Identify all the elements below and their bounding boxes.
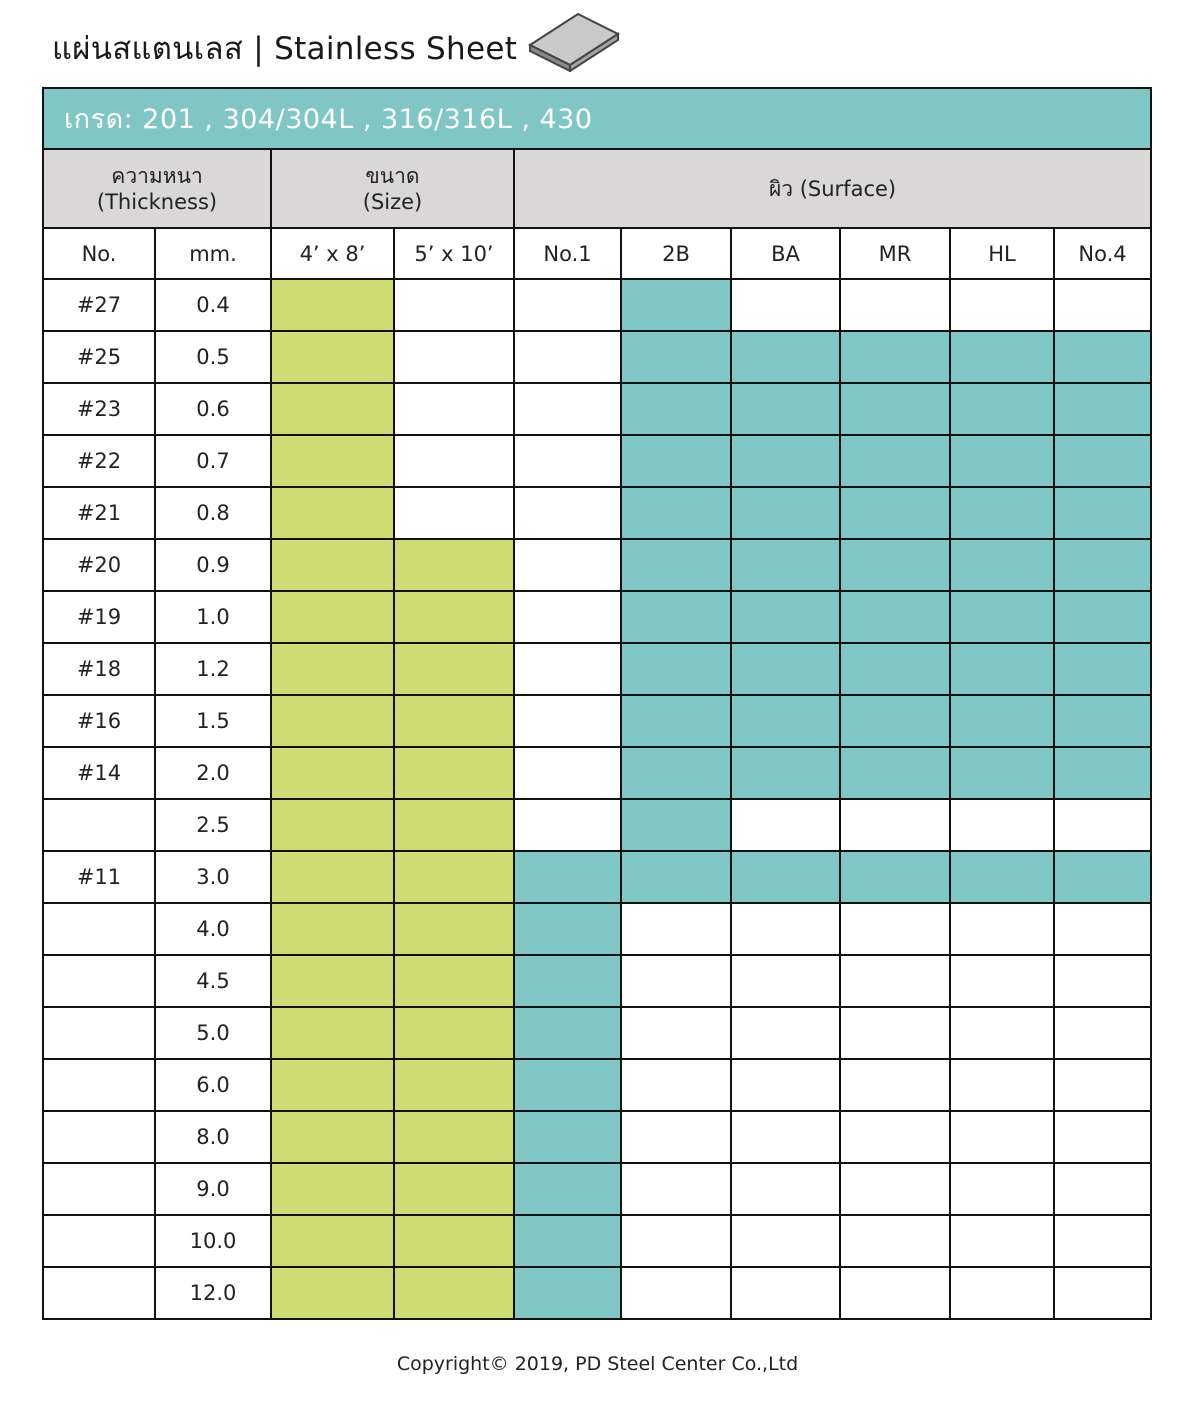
col-header-surface-no4: No.4 — [1054, 228, 1151, 279]
surface-hl-availability-cell — [950, 643, 1054, 695]
size-5x10-availability-cell — [394, 1215, 514, 1267]
surface-no1-availability-cell — [514, 383, 621, 435]
surface-mr-availability-cell — [840, 279, 950, 331]
table-row — [43, 851, 1151, 903]
thickness-mm-cell: 10.0 — [155, 1215, 271, 1267]
thickness-mm-cell: 4.0 — [155, 903, 271, 955]
col-header-mm: mm. — [155, 228, 271, 279]
surface-mr-availability-cell — [840, 331, 950, 383]
gauge-cell: #21 — [43, 487, 155, 539]
thickness-mm-cell: 0.7 — [155, 435, 271, 487]
size-5x10-availability-cell — [394, 643, 514, 695]
size-4x8-availability-cell — [271, 747, 394, 799]
size-5x10-availability-cell — [394, 851, 514, 903]
table-row — [43, 903, 1151, 955]
thickness-mm-cell: 6.0 — [155, 1059, 271, 1111]
surface-no1-availability-cell — [514, 279, 621, 331]
gauge-cell: #19 — [43, 591, 155, 643]
thickness-mm-cell: 1.0 — [155, 591, 271, 643]
surface-ba-availability-cell — [731, 1007, 840, 1059]
surface-hl-availability-cell — [950, 591, 1054, 643]
table-row — [43, 1215, 1151, 1267]
surface-2b-availability-cell — [621, 799, 731, 851]
size-5x10-availability-cell — [394, 1163, 514, 1215]
surface-2b-availability-cell — [621, 1163, 731, 1215]
surface-2b-availability-cell — [621, 851, 731, 903]
size-header — [271, 149, 514, 228]
surface-mr-availability-cell — [840, 955, 950, 1007]
surface-mr-availability-cell — [840, 643, 950, 695]
thickness-mm-cell: 12.0 — [155, 1267, 271, 1319]
gauge-cell — [43, 1059, 155, 1111]
col-header-surface-ba: BA — [731, 228, 840, 279]
table-row — [43, 1111, 1151, 1163]
surface-ba-availability-cell — [731, 383, 840, 435]
table-row — [43, 695, 1151, 747]
col-header-surface-hl: HL — [950, 228, 1054, 279]
surface-2b-availability-cell — [621, 539, 731, 591]
surface-hl-availability-cell — [950, 279, 1054, 331]
size-5x10-availability-cell — [394, 539, 514, 591]
size-4x8-availability-cell — [271, 1267, 394, 1319]
surface-hl-availability-cell — [950, 799, 1054, 851]
surface-mr-availability-cell — [840, 1059, 950, 1111]
surface-hl-availability-cell — [950, 1007, 1054, 1059]
thickness-mm-cell: 0.4 — [155, 279, 271, 331]
size-4x8-availability-cell — [271, 279, 394, 331]
size-header-th: ขนาด — [365, 163, 420, 188]
gauge-cell — [43, 1267, 155, 1319]
table-row — [43, 747, 1151, 799]
thickness-mm-cell: 8.0 — [155, 1111, 271, 1163]
col-header-surface-mr: MR — [840, 228, 950, 279]
surface-mr-availability-cell — [840, 383, 950, 435]
surface-no1-availability-cell — [514, 695, 621, 747]
size-4x8-availability-cell — [271, 1111, 394, 1163]
size-4x8-availability-cell — [271, 1007, 394, 1059]
surface-no4-availability-cell — [1054, 747, 1151, 799]
surface-no1-availability-cell — [514, 1267, 621, 1319]
surface-no4-availability-cell — [1054, 1267, 1151, 1319]
size-4x8-availability-cell — [271, 539, 394, 591]
gauge-cell — [43, 1163, 155, 1215]
surface-ba-availability-cell — [731, 435, 840, 487]
surface-no1-availability-cell — [514, 1215, 621, 1267]
table-row — [43, 1059, 1151, 1111]
thickness-mm-cell: 0.5 — [155, 331, 271, 383]
surface-ba-availability-cell — [731, 1059, 840, 1111]
surface-2b-availability-cell — [621, 1267, 731, 1319]
size-4x8-availability-cell — [271, 1163, 394, 1215]
size-4x8-availability-cell — [271, 799, 394, 851]
surface-hl-availability-cell — [950, 1059, 1054, 1111]
size-5x10-availability-cell — [394, 799, 514, 851]
surface-no1-availability-cell — [514, 1163, 621, 1215]
surface-no1-availability-cell — [514, 851, 621, 903]
gauge-cell: #20 — [43, 539, 155, 591]
surface-no4-availability-cell — [1054, 1163, 1151, 1215]
grade-banner: เกรด: 201 , 304/304L , 316/316L , 430 — [43, 88, 1151, 149]
surface-mr-availability-cell — [840, 1215, 950, 1267]
surface-no1-availability-cell — [514, 955, 621, 1007]
surface-ba-availability-cell — [731, 799, 840, 851]
size-4x8-availability-cell — [271, 331, 394, 383]
surface-mr-availability-cell — [840, 1007, 950, 1059]
surface-no4-availability-cell — [1054, 1007, 1151, 1059]
surface-ba-availability-cell — [731, 643, 840, 695]
surface-ba-availability-cell — [731, 903, 840, 955]
table-row — [43, 435, 1151, 487]
surface-mr-availability-cell — [840, 1163, 950, 1215]
metal-sheet-icon — [526, 10, 622, 72]
surface-mr-availability-cell — [840, 539, 950, 591]
size-header-en: (Size) — [362, 189, 423, 214]
surface-hl-availability-cell — [950, 331, 1054, 383]
surface-no1-availability-cell — [514, 799, 621, 851]
surface-no1-availability-cell — [514, 747, 621, 799]
surface-mr-availability-cell — [840, 591, 950, 643]
surface-2b-availability-cell — [621, 383, 731, 435]
surface-ba-availability-cell — [731, 539, 840, 591]
table-row — [43, 1267, 1151, 1319]
surface-hl-availability-cell — [950, 487, 1054, 539]
thickness-mm-cell: 0.8 — [155, 487, 271, 539]
surface-no4-availability-cell — [1054, 1059, 1151, 1111]
surface-hl-availability-cell — [950, 851, 1054, 903]
thickness-mm-cell: 9.0 — [155, 1163, 271, 1215]
surface-ba-availability-cell — [731, 1215, 840, 1267]
surface-hl-availability-cell — [950, 383, 1054, 435]
table-row — [43, 279, 1151, 331]
surface-mr-availability-cell — [840, 747, 950, 799]
surface-no4-availability-cell — [1054, 591, 1151, 643]
gauge-cell: #14 — [43, 747, 155, 799]
surface-hl-availability-cell — [950, 1267, 1054, 1319]
surface-no1-availability-cell — [514, 539, 621, 591]
surface-2b-availability-cell — [621, 1007, 731, 1059]
surface-2b-availability-cell — [621, 279, 731, 331]
surface-ba-availability-cell — [731, 1267, 840, 1319]
surface-2b-availability-cell — [621, 487, 731, 539]
size-4x8-availability-cell — [271, 695, 394, 747]
gauge-cell: #18 — [43, 643, 155, 695]
size-4x8-availability-cell — [271, 1215, 394, 1267]
surface-ba-availability-cell — [731, 955, 840, 1007]
table-row — [43, 1163, 1151, 1215]
col-header-no: No. — [43, 228, 155, 279]
col-header-surface-2b: 2B — [621, 228, 731, 279]
surface-no4-availability-cell — [1054, 383, 1151, 435]
size-5x10-availability-cell — [394, 1267, 514, 1319]
col-header-surface-no1: No.1 — [514, 228, 621, 279]
surface-no4-availability-cell — [1054, 1111, 1151, 1163]
table-row — [43, 643, 1151, 695]
surface-hl-availability-cell — [950, 539, 1054, 591]
gauge-cell: #11 — [43, 851, 155, 903]
surface-2b-availability-cell — [621, 331, 731, 383]
surface-no1-availability-cell — [514, 331, 621, 383]
size-5x10-availability-cell — [394, 591, 514, 643]
surface-ba-availability-cell — [731, 1111, 840, 1163]
size-4x8-availability-cell — [271, 955, 394, 1007]
surface-ba-availability-cell — [731, 591, 840, 643]
surface-no4-availability-cell — [1054, 1215, 1151, 1267]
gauge-cell: #22 — [43, 435, 155, 487]
thickness-mm-cell: 1.5 — [155, 695, 271, 747]
surface-no4-availability-cell — [1054, 903, 1151, 955]
surface-mr-availability-cell — [840, 799, 950, 851]
surface-no4-availability-cell — [1054, 539, 1151, 591]
gauge-cell — [43, 799, 155, 851]
gauge-cell: #23 — [43, 383, 155, 435]
gauge-cell — [43, 1111, 155, 1163]
surface-ba-availability-cell — [731, 1163, 840, 1215]
surface-no4-availability-cell — [1054, 695, 1151, 747]
surface-2b-availability-cell — [621, 435, 731, 487]
size-4x8-availability-cell — [271, 903, 394, 955]
surface-2b-availability-cell — [621, 695, 731, 747]
size-5x10-availability-cell — [394, 279, 514, 331]
thickness-mm-cell: 3.0 — [155, 851, 271, 903]
surface-no4-availability-cell — [1054, 955, 1151, 1007]
gauge-cell — [43, 1215, 155, 1267]
surface-no4-availability-cell — [1054, 643, 1151, 695]
surface-ba-availability-cell — [731, 279, 840, 331]
surface-2b-availability-cell — [621, 1215, 731, 1267]
col-header-size-5x10: 5’ x 10’ — [394, 228, 514, 279]
thickness-mm-cell: 2.5 — [155, 799, 271, 851]
thickness-mm-cell: 5.0 — [155, 1007, 271, 1059]
size-4x8-availability-cell — [271, 643, 394, 695]
surface-hl-availability-cell — [950, 695, 1054, 747]
thickness-mm-cell: 1.2 — [155, 643, 271, 695]
surface-no1-availability-cell — [514, 1111, 621, 1163]
surface-2b-availability-cell — [621, 903, 731, 955]
gauge-cell: #16 — [43, 695, 155, 747]
table-row — [43, 539, 1151, 591]
surface-mr-availability-cell — [840, 851, 950, 903]
size-5x10-availability-cell — [394, 747, 514, 799]
surface-hl-availability-cell — [950, 435, 1054, 487]
thickness-mm-cell: 2.0 — [155, 747, 271, 799]
size-5x10-availability-cell — [394, 903, 514, 955]
table-row — [43, 591, 1151, 643]
surface-no1-availability-cell — [514, 1059, 621, 1111]
gauge-cell — [43, 903, 155, 955]
size-5x10-availability-cell — [394, 331, 514, 383]
surface-hl-availability-cell — [950, 955, 1054, 1007]
page-title: แผ่นสแตนเลส | Stainless Sheet — [52, 31, 518, 67]
size-4x8-availability-cell — [271, 1059, 394, 1111]
table-row — [43, 1007, 1151, 1059]
size-5x10-availability-cell — [394, 695, 514, 747]
gauge-cell: #27 — [43, 279, 155, 331]
size-4x8-availability-cell — [271, 487, 394, 539]
surface-ba-availability-cell — [731, 695, 840, 747]
table-row — [43, 799, 1151, 851]
size-5x10-availability-cell — [394, 955, 514, 1007]
size-4x8-availability-cell — [271, 383, 394, 435]
table-row — [43, 383, 1151, 435]
surface-no1-availability-cell — [514, 435, 621, 487]
surface-no4-availability-cell — [1054, 487, 1151, 539]
size-5x10-availability-cell — [394, 435, 514, 487]
surface-header: ผิว (Surface) — [514, 149, 1151, 228]
surface-mr-availability-cell — [840, 1111, 950, 1163]
copyright-footer: Copyright© 2019, PD Steel Center Co.,Ltd — [396, 1353, 799, 1375]
surface-2b-availability-cell — [621, 955, 731, 1007]
surface-no4-availability-cell — [1054, 331, 1151, 383]
surface-mr-availability-cell — [840, 435, 950, 487]
surface-ba-availability-cell — [731, 747, 840, 799]
surface-mr-availability-cell — [840, 1267, 950, 1319]
size-4x8-availability-cell — [271, 435, 394, 487]
surface-ba-availability-cell — [731, 851, 840, 903]
thickness-mm-cell: 4.5 — [155, 955, 271, 1007]
size-5x10-availability-cell — [394, 487, 514, 539]
size-5x10-availability-cell — [394, 1059, 514, 1111]
surface-2b-availability-cell — [621, 591, 731, 643]
gauge-cell — [43, 955, 155, 1007]
surface-no1-availability-cell — [514, 903, 621, 955]
surface-mr-availability-cell — [840, 487, 950, 539]
surface-no4-availability-cell — [1054, 799, 1151, 851]
surface-no4-availability-cell — [1054, 851, 1151, 903]
thickness-header-en: (Thickness) — [96, 189, 218, 214]
surface-mr-availability-cell — [840, 903, 950, 955]
surface-2b-availability-cell — [621, 1111, 731, 1163]
thickness-mm-cell: 0.9 — [155, 539, 271, 591]
surface-no1-availability-cell — [514, 487, 621, 539]
surface-hl-availability-cell — [950, 747, 1054, 799]
size-5x10-availability-cell — [394, 1111, 514, 1163]
surface-2b-availability-cell — [621, 747, 731, 799]
thickness-header — [43, 149, 271, 228]
size-4x8-availability-cell — [271, 851, 394, 903]
gauge-cell: #25 — [43, 331, 155, 383]
thickness-header-th: ความหนา — [111, 163, 203, 188]
surface-no1-availability-cell — [514, 643, 621, 695]
surface-hl-availability-cell — [950, 1215, 1054, 1267]
col-header-size-4x8: 4’ x 8’ — [271, 228, 394, 279]
surface-no1-availability-cell — [514, 591, 621, 643]
stainless-sheet-table — [42, 87, 1152, 1320]
table-row — [43, 955, 1151, 1007]
gauge-cell — [43, 1007, 155, 1059]
surface-hl-availability-cell — [950, 1163, 1054, 1215]
table-row — [43, 487, 1151, 539]
surface-ba-availability-cell — [731, 331, 840, 383]
surface-mr-availability-cell — [840, 695, 950, 747]
thickness-mm-cell: 0.6 — [155, 383, 271, 435]
surface-no1-availability-cell — [514, 1007, 621, 1059]
surface-2b-availability-cell — [621, 1059, 731, 1111]
size-5x10-availability-cell — [394, 383, 514, 435]
size-5x10-availability-cell — [394, 1007, 514, 1059]
surface-hl-availability-cell — [950, 903, 1054, 955]
surface-hl-availability-cell — [950, 1111, 1054, 1163]
surface-2b-availability-cell — [621, 643, 731, 695]
page-header — [52, 22, 517, 74]
size-4x8-availability-cell — [271, 591, 394, 643]
surface-no4-availability-cell — [1054, 279, 1151, 331]
surface-ba-availability-cell — [731, 487, 840, 539]
surface-no4-availability-cell — [1054, 435, 1151, 487]
table-row — [43, 331, 1151, 383]
